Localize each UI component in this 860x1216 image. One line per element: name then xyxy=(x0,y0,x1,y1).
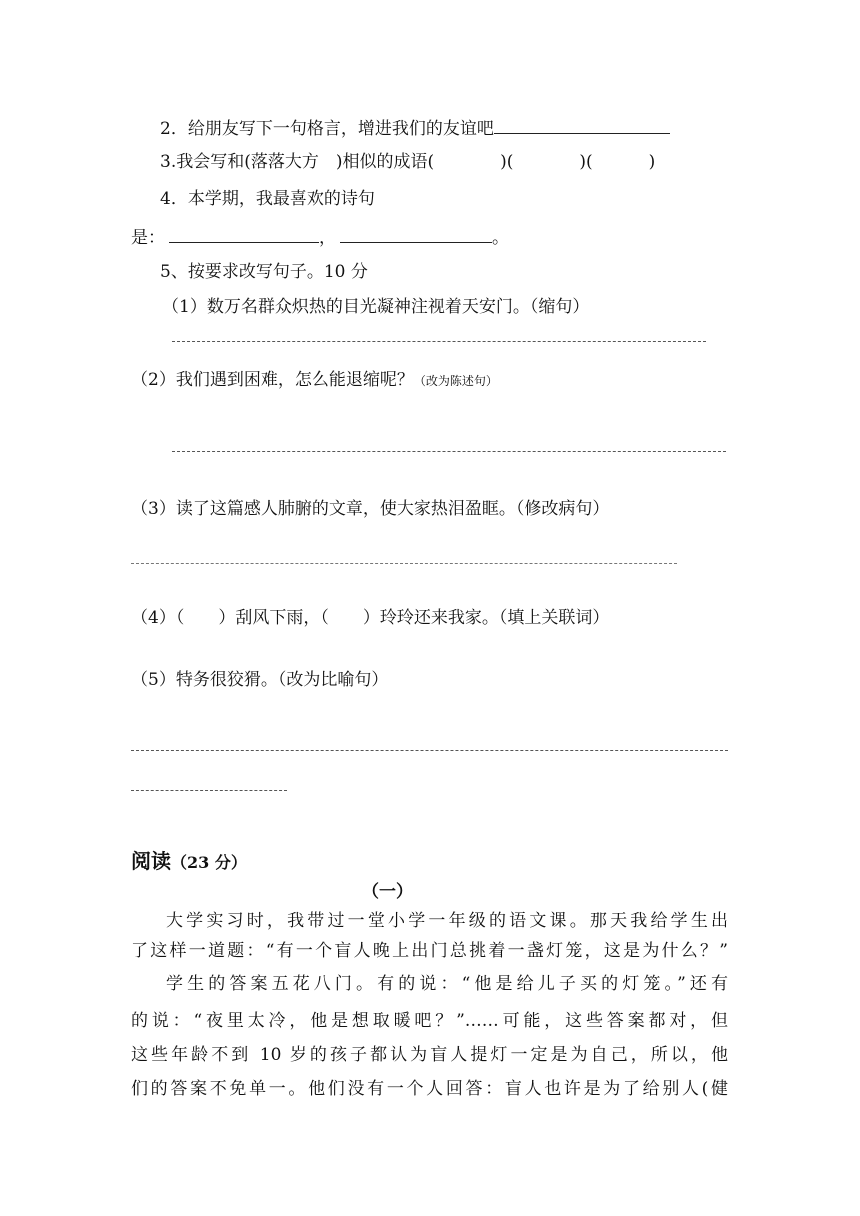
sentence-1: （1）数万名群众炽热的目光凝神注视着天安门。（缩句） xyxy=(162,297,590,317)
passage-line: 这些年龄不到 10 岁的孩子都认为盲人提灯一定是为自己，所以，他 xyxy=(131,1045,728,1065)
sentence-2-text: （2）我们遇到困难，怎么能退缩呢？ xyxy=(131,370,414,390)
question-3 xyxy=(160,151,655,173)
answer-line[interactable] xyxy=(131,563,677,564)
sentence-2 xyxy=(131,369,498,392)
answer-line[interactable] xyxy=(131,750,728,751)
bracket-close: ) xyxy=(648,152,656,172)
question-2 xyxy=(160,117,670,140)
reading-title: 阅读 xyxy=(131,849,171,873)
sentence-2-instruction: （改为陈述句） xyxy=(413,374,498,388)
question-4 xyxy=(160,188,375,210)
answer-blank[interactable] xyxy=(340,226,492,243)
answer-blank[interactable] xyxy=(169,226,319,243)
answer-line-continued[interactable] xyxy=(131,790,287,791)
passage-line: 大学实习时，我带过一堂小学一年级的语文课。那天我给学生出 xyxy=(166,911,728,931)
bracket-separator: )( xyxy=(579,152,593,172)
sentence-5: （5）特务很狡猾。（改为比喻句） xyxy=(131,670,389,690)
question-4-text: 4．本学期，我最喜欢的诗句 xyxy=(160,189,375,209)
passage-line: 学生的答案五花八门。有的说：“他是给儿子买的灯笼。”还有 xyxy=(166,974,728,994)
passage-line: 的说：“夜里太冷，他是想取暖吧？”……可能，这些答案都对，但 xyxy=(131,1011,728,1031)
sentence-3: （3）读了这篇感人肺腑的文章，使大家热泪盈眶。（修改病句） xyxy=(131,499,610,519)
question-4-answer-line xyxy=(131,226,509,249)
comma: ， xyxy=(319,228,336,248)
passage-line: 们的答案不免单一。他们没有一个人回答：盲人也许是为了给别人(健 xyxy=(131,1079,728,1099)
reading-part-label: （一） xyxy=(362,882,413,902)
passage-line: 了这样一道题：“有一个盲人晚上出门总挑着一盏灯笼，这是为什么？” xyxy=(131,941,728,961)
period: 。 xyxy=(492,228,509,248)
answer-blank[interactable] xyxy=(494,117,670,134)
bracket-separator: )( xyxy=(500,152,514,172)
answer-line[interactable] xyxy=(172,341,706,342)
sentence-4: （4）（ ）刮风下雨，（ ）玲玲还来我家。（填上关联词） xyxy=(131,608,610,628)
question-3-text: 3.我会写和(落落大方 )相似的成语( xyxy=(160,152,435,172)
answer-line[interactable] xyxy=(172,451,726,452)
question-5-heading: 5、按要求改写句子。10 分 xyxy=(160,262,368,282)
question-2-text: 2．给朋友写下一句格言，增进我们的友谊吧 xyxy=(160,119,494,139)
reading-heading xyxy=(131,850,247,874)
question-4-prefix: 是： xyxy=(131,228,165,248)
reading-points: （23 分） xyxy=(171,853,247,872)
